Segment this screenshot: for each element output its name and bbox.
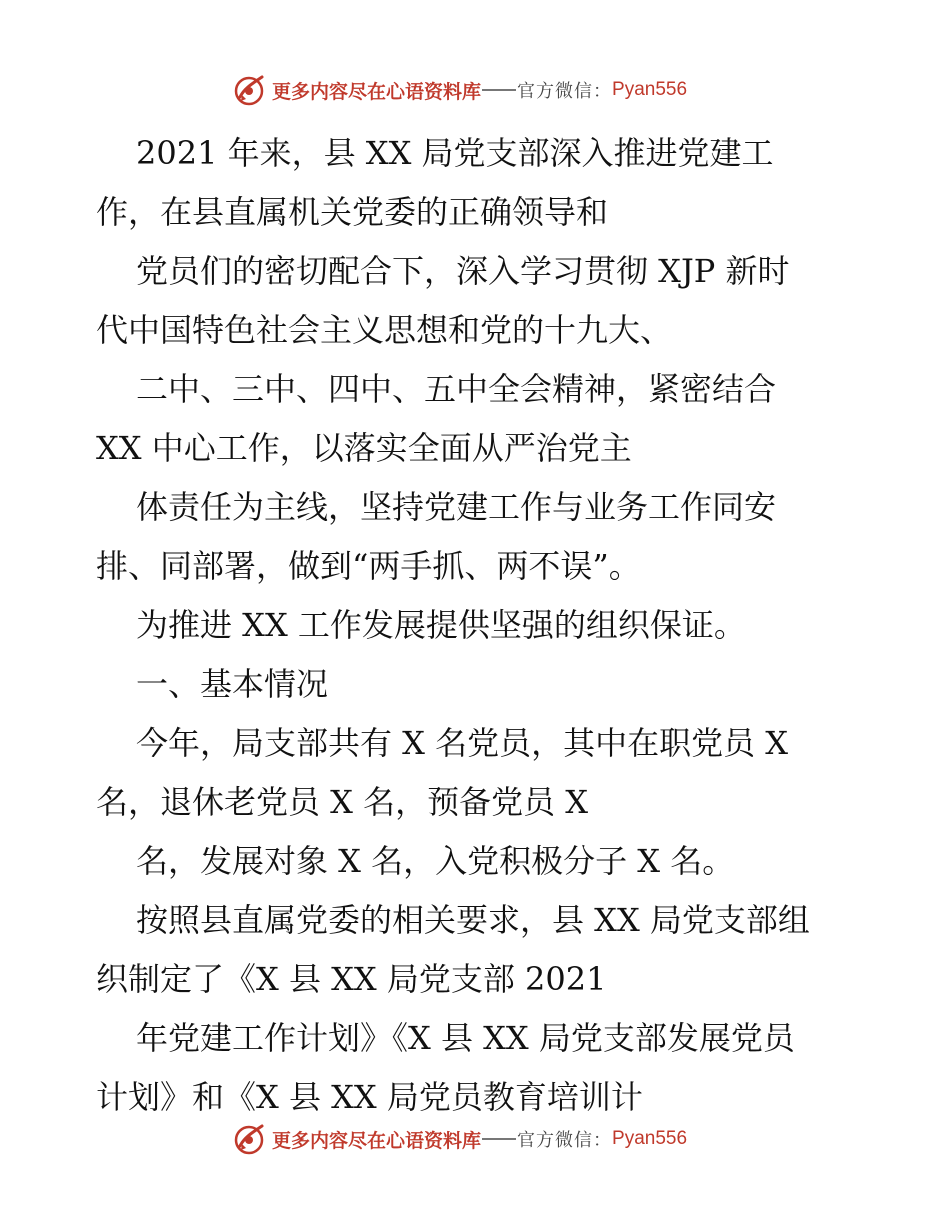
body-line: 织制定了《X 县 XX 局党支部 2021 — [96, 960, 607, 998]
section-heading: 一、基本情况 — [136, 665, 329, 703]
body-line: 计划》和《X 县 XX 局党员教育培训计 — [96, 1078, 643, 1116]
document-body — [96, 124, 866, 1127]
body-line: 2021 年来，县 XX 局党支部深入推进党建工 — [136, 134, 774, 172]
body-line: 为推进 XX 工作发展提供坚强的组织保证。 — [136, 606, 746, 644]
body-line: 今年，局支部共有 X 名党员，其中在职党员 X — [136, 724, 789, 762]
watermark-dash — [482, 89, 516, 91]
watermark-dash — [482, 1138, 516, 1140]
body-line: 按照县直属党委的相关要求，县 XX 局党支部组 — [136, 901, 810, 939]
brush-pen-logo-icon — [232, 1122, 268, 1156]
watermark-wechat-label: 官方微信： — [517, 81, 613, 102]
watermark-wechat-label: 官方微信： — [517, 1130, 613, 1151]
body-line: XX 中心工作，以落实全面从严治党主 — [96, 429, 632, 467]
body-line: 体责任为主线，坚持党建工作与业务工作同安 — [136, 488, 777, 526]
brush-pen-logo-icon — [232, 73, 268, 107]
footer-watermark — [232, 1122, 687, 1156]
body-line: 排、同部署，做到“两手抓、两不误”。 — [96, 547, 641, 585]
watermark-main-text: 更多内容尽在心语资料库 — [272, 1129, 482, 1152]
watermark-main-text: 更多内容尽在心语资料库 — [272, 80, 482, 103]
body-line: 名，退休老党员 X 名，预备党员 X — [96, 783, 589, 821]
body-line: 作，在县直属机关党委的正确领导和 — [96, 193, 609, 231]
body-line: 年党建工作计划》《X 县 XX 局党支部发展党员 — [136, 1019, 795, 1057]
header-watermark — [232, 73, 687, 107]
body-line: 代中国特色社会主义思想和党的十九大、 — [96, 311, 673, 349]
watermark-wechat-id: Pyan556 — [612, 1128, 688, 1149]
watermark-wechat-id: Pyan556 — [612, 79, 688, 100]
body-line: 党员们的密切配合下，深入学习贯彻 XJP 新时 — [136, 252, 790, 290]
body-line: 名，发展对象 X 名，入党积极分子 X 名。 — [136, 842, 735, 880]
body-line: 二中、三中、四中、五中全会精神，紧密结合 — [136, 370, 777, 408]
